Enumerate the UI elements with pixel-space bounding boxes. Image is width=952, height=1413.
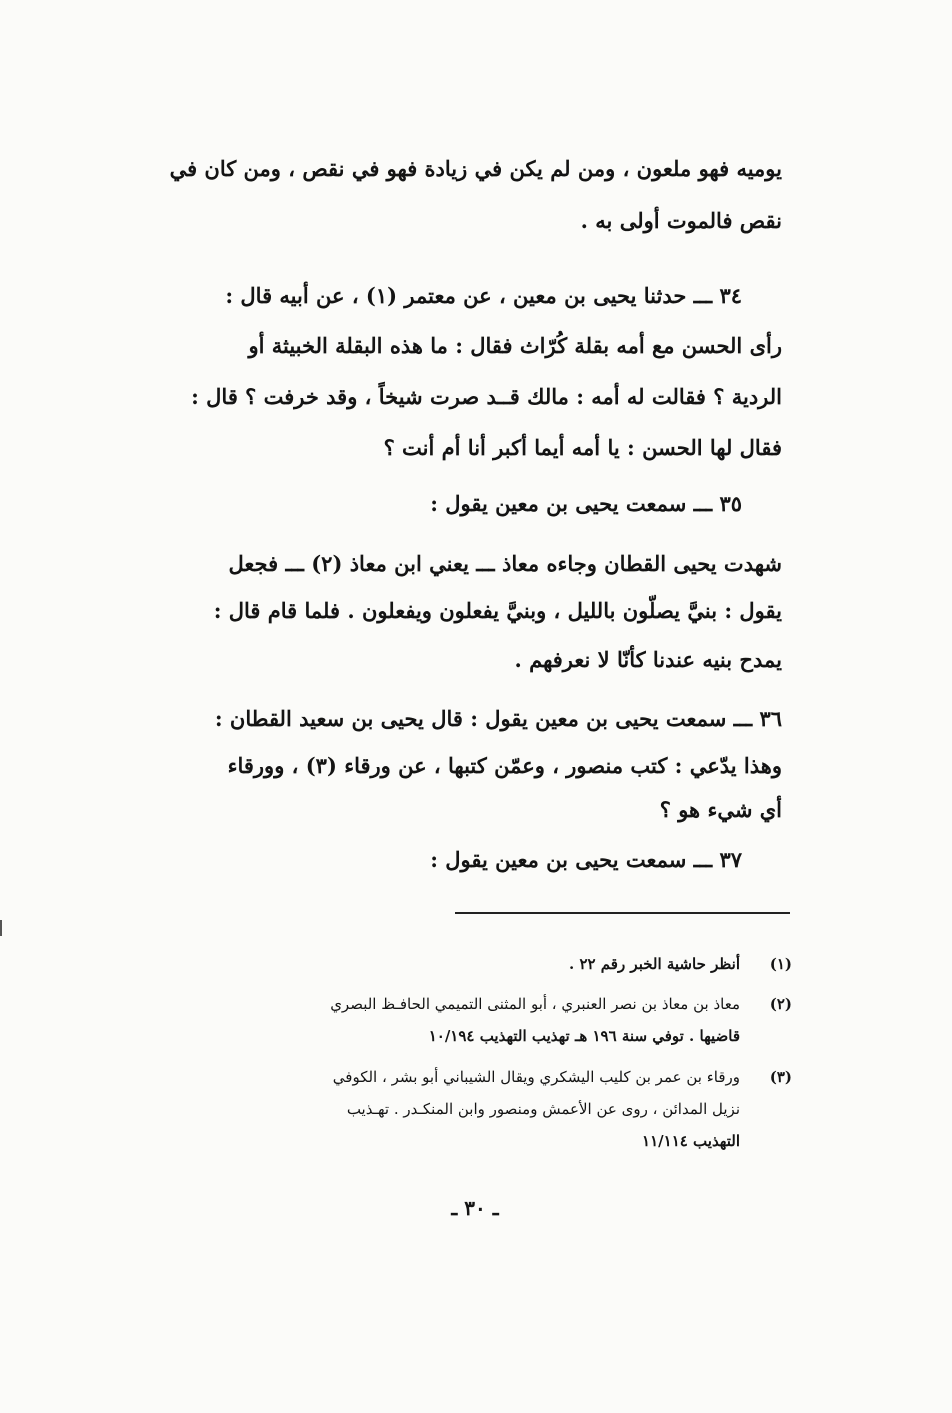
text-line: يوميه فهو ملعون ، ومن لم يكن في زيادة فهو في نقص ، ومن كان في <box>169 156 782 181</box>
footnote-line: نزيل المدائن ، روى عن الأعمش ومنصور وابن المنكـدر . تهـذيب <box>346 1100 740 1118</box>
text-line: يقول : بنيَّ يصلّون بالليل ، وبنيَّ يفعلون ويفعلون . فلما قام قال : <box>213 598 782 623</box>
text-line: شهدت يحيى القطان وجاءه معاذ ـــ يعني ابن معاذ (٢) ـــ فجعل <box>228 551 782 576</box>
footnote-line: أنظر حاشية الخبر رقم ٢٢ . <box>569 955 740 973</box>
entry-heading: ٣٥ ـــ سمعت يحيى بن معين يقول : <box>430 491 742 516</box>
entry-heading: ٣٧ ـــ سمعت يحيى بن معين يقول : <box>430 847 742 872</box>
footnote-line: التهذيب ١١/١١٤ <box>642 1132 740 1150</box>
text-line: ٣٦ ـــ سمعت يحيى بن معين يقول : قال يحيى بن سعيد القطان : <box>214 706 782 731</box>
footnote-line: ورقاء بن عمر بن كليب اليشكري ويقال الشيباني أبو بشر ، الكوفي <box>332 1068 740 1086</box>
text-line: وهذا يدّعي : كتب منصور ، وعمّن كتبها ، عن ورقاء (٣) ، وورقاء <box>227 753 782 778</box>
text-line: رأى الحسن مع أمه بقلة كُرّاث فقال : ما هذه البقلة الخبيثة أو <box>248 333 782 358</box>
footnote-number: (٣) <box>769 1068 792 1086</box>
scan-edge-mark <box>0 920 2 936</box>
text-line: نقص فالموت أولى به . <box>580 208 782 233</box>
text-line: فقال لها الحسن : يا أمه أيما أكبر أنا أم أنت ؟ <box>383 435 782 460</box>
footnote-separator <box>455 912 790 914</box>
page-number: ـ ٣٠ ـ <box>451 1196 499 1220</box>
footnote-line: قاضيها . توفي سنة ١٩٦ هـ تهذيب التهذيب ١٠/١٩٤ <box>428 1027 740 1045</box>
text-line: يمدح بنيه عندنا كأنّا لا نعرفهم . <box>514 647 782 672</box>
footnote-line: معاذ بن معاذ بن نصر العنبري ، أبو المثنى التميمي الحافـظ البصري <box>330 995 740 1013</box>
footnote-number: (١) <box>769 955 792 973</box>
entry-heading: ٣٤ ـــ حدثنا يحيى بن معين ، عن معتمر (١) ، عن أبيه قال : <box>225 283 742 308</box>
text-line: أي شيء هو ؟ <box>659 797 782 822</box>
text-line: الردية ؟ فقالت له أمه : مالك قــد صرت شيخاً ، وقد خرفت ؟ قال : <box>191 384 782 409</box>
footnote-number: (٢) <box>769 995 792 1013</box>
